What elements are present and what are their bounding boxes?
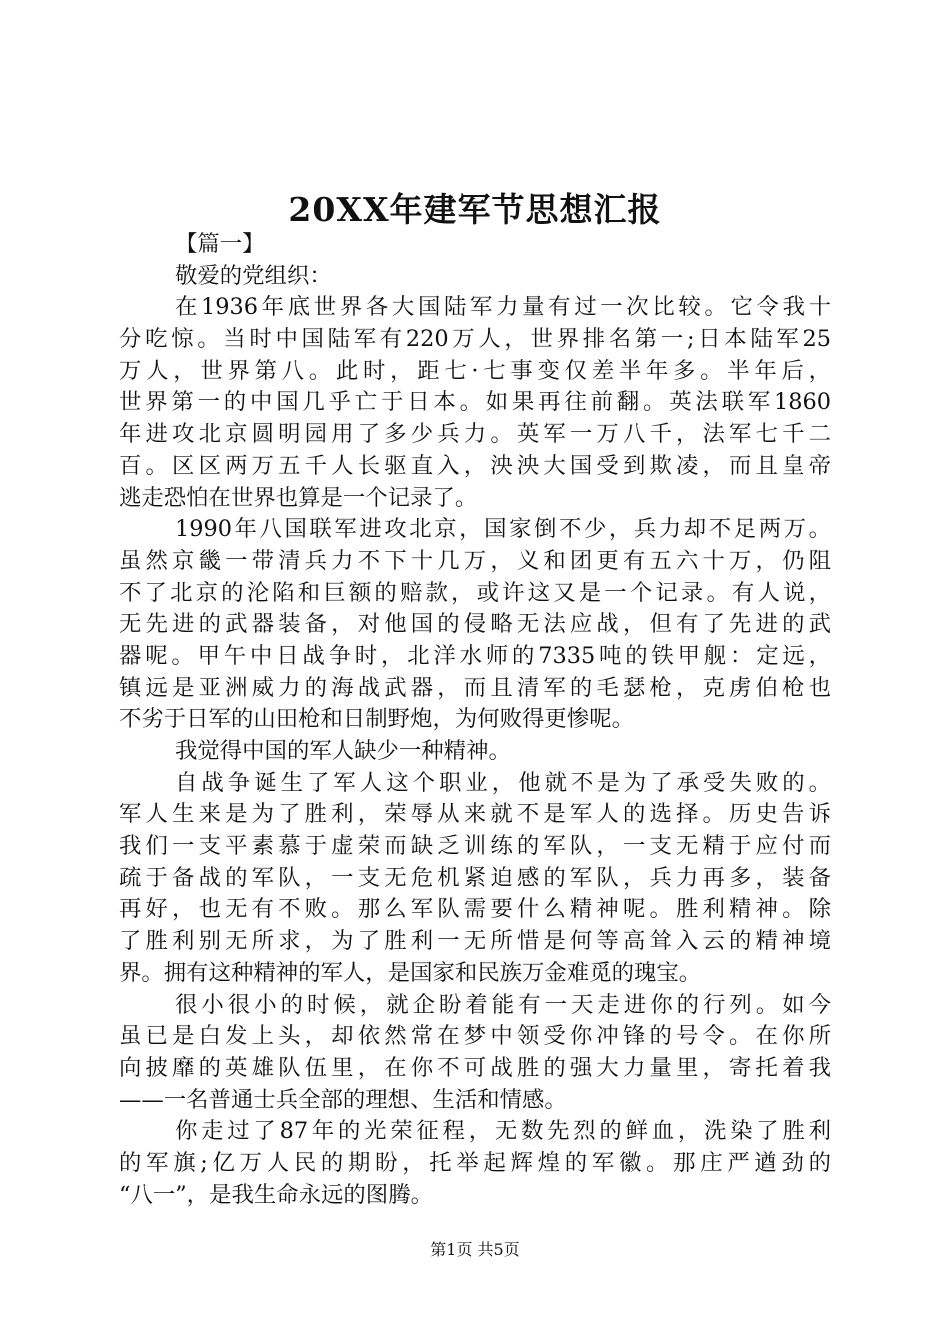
paragraph-line: 我觉得中国的军人缺少一种精神。 (175, 738, 511, 764)
paragraph-line: 年进攻北京圆明园用了多少兵力。英军一万八千，法军七千二 (119, 421, 831, 448)
paragraph-line: 世界第一的中国几乎亡于日本。如果再往前翻。英法联军1860 (119, 389, 831, 416)
paragraph-line: 百。区区两万五千人长驱直入，泱泱大国受到欺凌，而且皇帝 (119, 452, 831, 479)
paragraph-line: 不了北京的沦陷和巨额的赔款，或许这又是一个记录。有人说， (119, 579, 831, 606)
paragraph-line: 我们一支平素慕于虚荣而缺乏训练的军队，一支无精于应付而 (119, 833, 831, 860)
paragraph-line: 界。拥有这种精神的军人，是国家和民族万金难觅的瑰宝。 (119, 959, 702, 986)
paragraph-line: 不劣于日军的山田枪和日制野炮，为何败得更惨呢。 (119, 706, 634, 733)
paragraph-line: 再好，也无有不败。那么军队需要什么精神呢。胜利精神。除 (119, 896, 831, 923)
document-title: 20XX年建军节思想汇报 (288, 190, 662, 229)
paragraph-line: 镇远是亚洲威力的海战武器，而且清军的毛瑟枪，克虏伯枪也 (119, 674, 831, 701)
paragraph-line: ——一名普通士兵全部的理想、生活和情感。 (119, 1086, 567, 1113)
paragraph-line: 分吃惊。当时中国陆军有220万人，世界排名第一;日本陆军25 (119, 326, 831, 353)
paragraph-line: 自战争诞生了军人这个职业，他就不是为了承受失败的。 (175, 769, 831, 796)
paragraph-line: 无先进的武器装备，对他国的侵略无法应战，但有了先进的武 (119, 611, 831, 638)
paragraph-line: 万人，世界第八。此时，距七·七事变仅差半年多。半年后， (119, 357, 831, 384)
salutation: 敬爱的党组织： (175, 262, 332, 289)
paragraph-line: 逃走恐怕在世界也算是一个记录了。 (119, 484, 478, 511)
page-footer: 第1页 共5页 (430, 1240, 520, 1259)
paragraph-line: 虽然京畿一带清兵力不下十几万，义和团更有五六十万，仍阻 (119, 547, 831, 574)
paragraph-line: 向披靡的英雄队伍里，在你不可战胜的强大力量里，寄托着我 (119, 1054, 831, 1081)
paragraph-line: 器呢。甲午中日战争时，北洋水师的7335吨的铁甲舰：定远， (119, 642, 831, 669)
paragraph-line: 的军旗;亿万人民的期盼，托举起辉煌的军徽。那庄严遒劲的 (119, 1149, 831, 1176)
section-heading: 【篇一】 (175, 231, 265, 257)
paragraph-line: 你走过了87年的光荣征程，无数先烈的鲜血，洗染了胜利 (175, 1118, 831, 1145)
paragraph-line: 在1936年底世界各大国陆军力量有过一次比较。它令我十 (175, 294, 831, 321)
paragraph-line: 了胜利别无所求，为了胜利一无所惜是何等高耸入云的精神境 (119, 928, 831, 955)
paragraph-line: “八一”，是我生命永远的图腾。 (119, 1181, 433, 1208)
paragraph-line: 虽已是白发上头，却依然常在梦中领受你冲锋的号令。在你所 (119, 1023, 831, 1050)
document-body (119, 229, 831, 1211)
paragraph-line: 军人生来是为了胜利，荣辱从来就不是军人的选择。历史告诉 (119, 801, 831, 828)
paragraph-line: 很小很小的时候，就企盼着能有一天走进你的行列。如今 (175, 991, 831, 1018)
paragraph-line: 疏于备战的军队，一支无危机紧迫感的军队，兵力再多，装备 (119, 864, 831, 891)
paragraph-line: 1990年八国联军进攻北京，国家倒不少，兵力却不足两万。 (175, 516, 831, 543)
